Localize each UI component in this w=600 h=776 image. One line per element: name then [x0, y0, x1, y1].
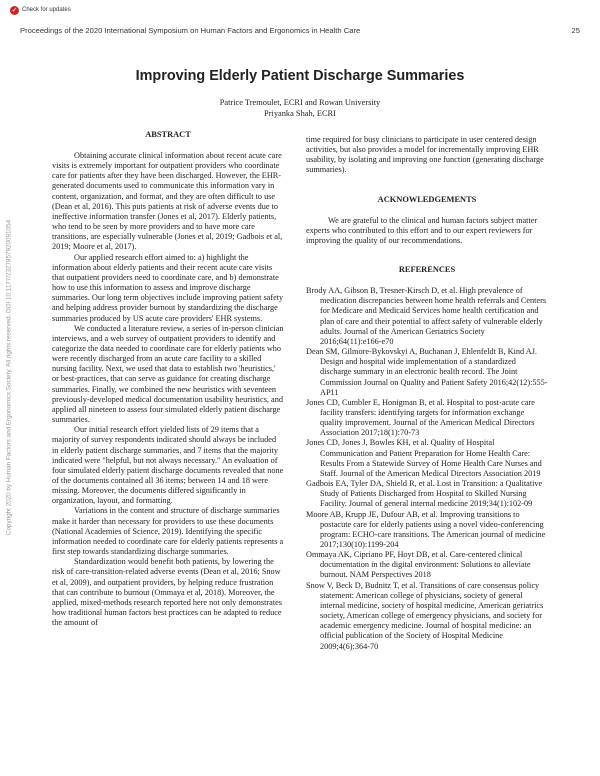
reference-item: Moore AB, Krupp JE, Dufour AB, et al. Improving transitions to postacute care for elderly patients using a novel video-conferencing program: ECHO-care transitions. The American journal of medicine 2017;130(10):1199-204: [306, 509, 546, 549]
right-column: [306, 135, 548, 652]
abstract-paragraph: Our applied research effort aimed to: a) highlight the information about elderly patients and their recent acute care visits that outpatient providers need to coordinate care, and b) demonstrate how to use this information to assess and improve discharge summaries. Our long term objectives include improving patient safety and helping address provider burnout by standardizing the discharge summaries produced by US acute care providers' EHR systems.: [52, 252, 284, 323]
abstract-heading: ABSTRACT: [145, 130, 191, 139]
abstract-paragraph: Obtaining accurate clinical information about recent acute care visits is extremely important for outpatient providers who coordinate care for patients after they have been discharged. However, the EHR-generated documents used to communicate this information vary in content, organization, and format, and they are often difficult to use (Dean et al, 2016). This puts patients at risk of adverse events due to ineffective information transfer (Jones et al, 2017). Elderly patients, who tend to be seen by more providers and to have more care transitions, are especially vulnerable (Jones et al, 2019; Gadbois et al, 2019; Moore et al, 2017).: [52, 151, 283, 252]
page-number: 25: [571, 26, 580, 35]
abstract-continuation: time required for busy clinicians to participate in user centered design activities, but also provides a model for incrementally improving EHR usability, by isolating and improving one function (generating discharge summaries).: [306, 135, 544, 175]
copyright-sidebar: Copyright 2020 by Human Factors and Ergonomics Society. All rights reserved. DOI 10.1177/2327857920091054: [5, 219, 13, 536]
abstract-paragraph: Our initial research effort yielded lists of 29 items that a majority of survey respondents indicated should always be included in elderly patient discharge summaries, and 7 items that the majority indicated were "helpful, but not always necessary." An evaluation of four simulated elderly patient discharge documents revealed that none of the documents contained all 36 items; between 14 and 18 were missing. Moreover, the documents differed significantly in organization, layout, and formatting.: [52, 425, 284, 506]
reference-item: Jones CD, Jones J, Bowles KH, et al. Quality of Hospital Communication and Patient Preparation for Home Health Care: Results From a Statewide Survey of Home Health Care Nurses and Staff. Journal of the American Medical Directors Association 2019: [306, 438, 542, 478]
check-for-updates-badge[interactable]: [10, 4, 71, 16]
badge-label: Check for updates: [22, 7, 71, 13]
acknowledgements-text: We are grateful to the clinical and human factors subject matter experts who contributed to this effort and to our expert reviewers for improving the quality of our recommendations.: [306, 215, 538, 245]
reference-item: Jones CD, Cumbler E, Honigman B, et al. Hospital to post-acute care facility transfers: identifying targets for information exchange quality improvement. Journal of the American Medical Directors Association 2017;18(1):70-73: [306, 397, 535, 438]
acknowledgements-heading: ACKNOWLEDGEMENTS: [377, 194, 477, 204]
abstract-paragraph: Variations in the content and structure of discharge summaries make it harder than necessary for providers to use these documents (National Academies of Science, 2019). Identifying the specific information needed to coordinate care for elderly patients represents a first step towards standardizing discharge summaries.: [52, 506, 284, 557]
abstract-paragraph: Standardization would benefit both patients, by lowering the risk of care-transition-related adverse events (Dean et al, 2016; Snow et al, 2009), and outpatient providers, by helping reduce frustration that can contribute to burnout (Ommaya et al, 2018). Moreover, the applied, mixed-methods research reported here not only demonstrates how traditional human factors best practices can be adapted to reduce the amount of: [52, 557, 283, 628]
author-line: Priyanka Shah, ECRI: [264, 108, 336, 118]
reference-item: Brody AA, Gibson B, Tresner-Kirsch D, et al. High prevalence of medication discrepancies between home health referrals and Centers for Medicare and Medicaid Services home health certification and plan of care and their potential to affect safety of vulnerable elderly adults. Journal of the American Geriatrics Society 2016;64(11):e166-e70: [306, 286, 547, 346]
reference-list: [306, 286, 548, 652]
author-block: [0, 98, 600, 120]
reference-item: Gadbois EA, Tyler DA, Shield R, et al. Lost in Transition: a Qualitative Study of Patients Discharged from Hospital to Skilled Nursing Facility. Journal of general internal medicine 2019;34(1):102-09: [306, 479, 543, 509]
left-column: [52, 130, 284, 628]
reference-item: Snow V, Beck D, Budnitz T, et al. Transitions of care consensus policy statement: American college of physicians, society of general internal medicine, society of hospital medicine, American geriatrics society, American college of emergency physicians, and society for academic emergency medicine. Journal of hospital medicine: an official publication of the Society of Hospital Medicine 2009;4(6):364-70: [306, 580, 544, 651]
reference-item: Ommaya AK, Cipriano PF, Hoyt DB, et al. Care-centered clinical documentation in the digital environment: Solutions to alleviate burnout. NAM Perspectives 2018: [306, 550, 531, 580]
abstract-paragraph: We conducted a literature review, a series of in-person clinician interviews, and a web survey of outpatient providers to identify and categorize the data needed to coordinate care for elderly patients who were recently discharged from an acute care facility to a skilled nursing facility. Next, we used that data to establish two 'heuristics,' or best-practices, that can serve as guidance for creating discharge summaries. Finally, we combined the new heuristics with seventeen previously-developed medical documentation usability heuristics, and applied all nineteen to assess four simulated elderly patient discharge summaries.: [52, 323, 284, 425]
reference-item: Dean SM, Gilmore-Bykovskyi A, Buchanan J, Ehlenfeldt B, Kind AJ. Design and hospital wide implementation of a standardized discharge summary in an electronic health record. The Joint Commission Journal on Quality and Patient Safety 2016;42(12):555-AP11: [306, 347, 548, 397]
proceedings-title: Proceedings of the 2020 International Symposium on Human Factors and Ergonomics in Health Care: [20, 26, 361, 35]
check-icon: ✓: [11, 6, 18, 14]
author-line: Patrice Tremoulet, ECRI and Rowan University: [219, 98, 381, 107]
references-heading: REFERENCES: [398, 265, 456, 275]
running-header: [20, 26, 580, 35]
paper-title: Improving Elderly Patient Discharge Summaries: [135, 68, 465, 84]
